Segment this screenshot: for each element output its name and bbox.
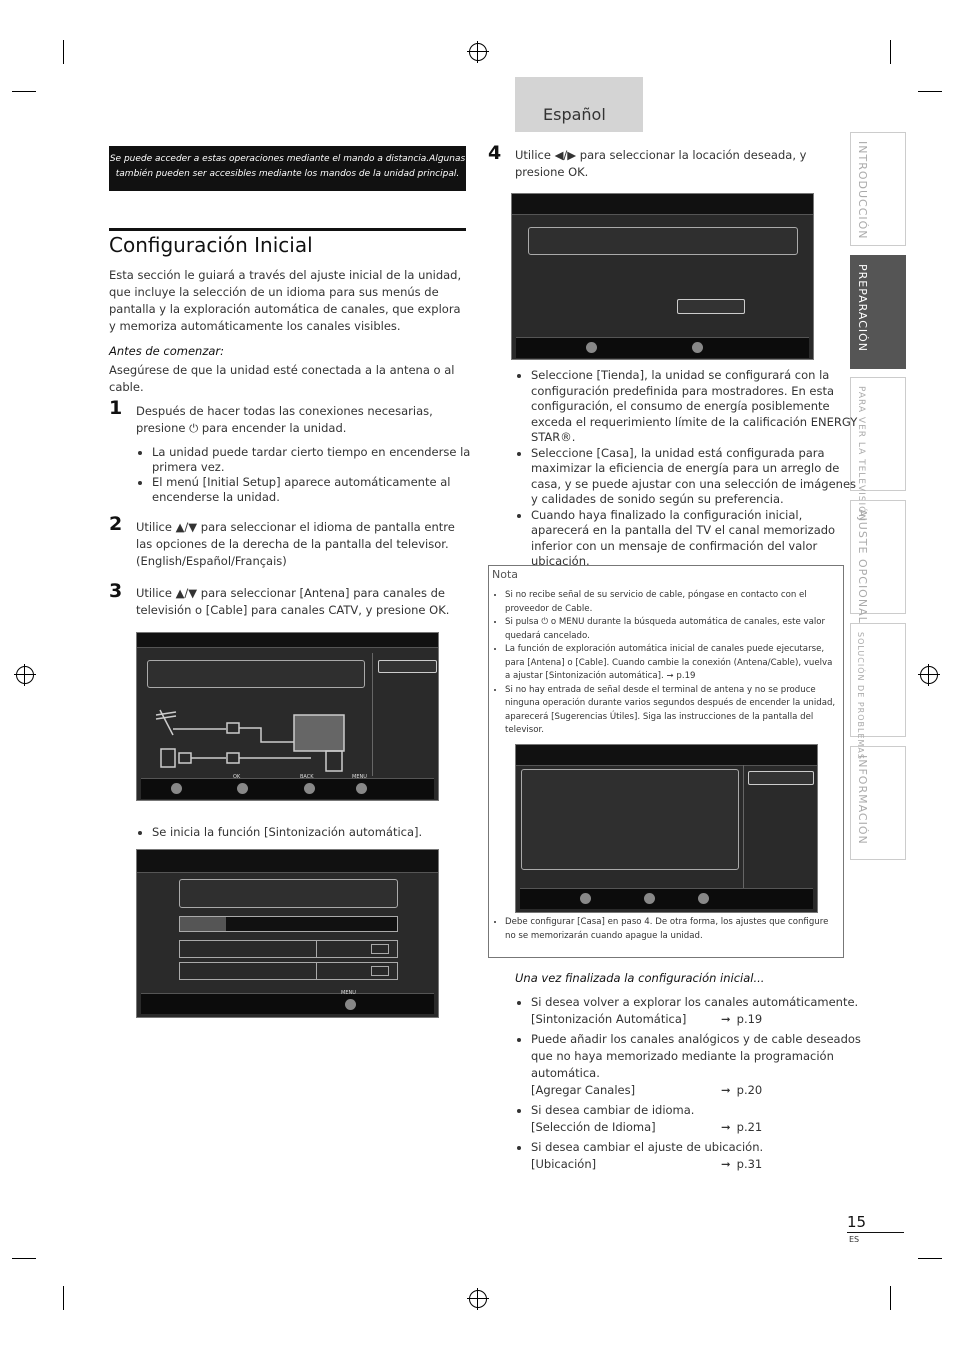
side-tab-label: AJUSTE OPCIONAL bbox=[856, 509, 869, 624]
screen-text-field bbox=[528, 227, 798, 255]
screen-footer-bar bbox=[141, 774, 434, 799]
ok-button-icon bbox=[692, 342, 703, 353]
note-item: • Si pulsa ⏻ o MENU durante la búsqueda automática de canales, este valor quedará cancelado. bbox=[505, 616, 839, 643]
side-tab-label: PREPARACIÓN bbox=[856, 264, 869, 353]
crop-mark bbox=[63, 40, 64, 64]
list-item: • El menú [Initial Setup] aparece automáticamente al encenderse la unidad. bbox=[152, 475, 482, 505]
tv-screen-location bbox=[511, 193, 814, 360]
side-tab-label: SOLUCIÓN DE PROBLEMAS bbox=[856, 632, 865, 760]
side-tab-label: INTRODUCCIÓN bbox=[856, 141, 869, 240]
intro-paragraph: Esta sección le guiará a través del ajuste inicial de la unidad, que incluye la selección de un idioma para sus menús de pantalla y la exploración automática de canales, que explora y memoriza automáticamente los canales visibles. bbox=[109, 268, 462, 333]
note-item: • La función de exploración automática inicial de canales puede ejecutarse, para [Antena] o [Cable]. Cuando cambie la conexión (Antena/Cable), vuelva a ajustar [Sintonización automática]. ➞ p.19 bbox=[505, 643, 839, 684]
screen-title-bar bbox=[512, 194, 813, 215]
registration-mark-icon bbox=[469, 1290, 487, 1308]
registration-mark-icon bbox=[469, 43, 487, 61]
list-item: • Cuando haya finalizado la configuración inicial, aparecerá en la pantalla del TV el canal memorizado inferior con un mensaje de confirmación del valor ubicación. bbox=[531, 508, 861, 570]
side-tab-preparacion[interactable] bbox=[850, 255, 906, 369]
antenna-cable-diagram bbox=[151, 707, 361, 777]
list-item: • Si desea cambiar de idioma. [Selección de Idioma]➞ p.21 bbox=[531, 1102, 866, 1136]
screen-divider bbox=[372, 653, 373, 776]
screen-option-box bbox=[378, 660, 437, 673]
crop-mark bbox=[918, 91, 942, 92]
registration-mark-icon bbox=[16, 666, 34, 684]
before-text: Asegúrese de que la unidad esté conectada a la antena o al cable. bbox=[109, 363, 455, 394]
screen-footer-bar bbox=[141, 990, 434, 1014]
heading-rule bbox=[109, 228, 466, 231]
screen-divider bbox=[743, 765, 744, 888]
page-title: Configuración Inicial bbox=[109, 233, 313, 257]
ok-button-icon: OK bbox=[237, 783, 248, 794]
crop-mark bbox=[890, 1286, 891, 1310]
step-number: 2 bbox=[109, 513, 123, 535]
crop-mark bbox=[918, 1258, 942, 1259]
registration-mark-icon bbox=[920, 666, 938, 684]
after-heading: Una vez finalizada la configuración inicial... bbox=[515, 971, 765, 985]
screen-title-bar bbox=[137, 850, 438, 873]
menu-button-icon: MENU bbox=[356, 783, 367, 794]
screen-text-field bbox=[521, 769, 739, 870]
side-tab-informacion[interactable] bbox=[850, 746, 906, 860]
list-item: • Seleccione [Tienda], la unidad se configurará con la configuración predefinida para mostradores. En esta configuración, el consumo de energía posiblemente exceda el requerimiento límite de la calificación ENERGY STAR®. bbox=[531, 368, 861, 446]
screen-footer-bar bbox=[516, 337, 809, 358]
list-item: • La unidad puede tardar cierto tiempo en encenderse la primera vez. bbox=[152, 445, 482, 475]
side-tab-solucion[interactable] bbox=[850, 623, 906, 760]
note-item: • Si no recibe señal de su servicio de cable, póngase en contacto con el proveedor de Cable. bbox=[505, 589, 839, 616]
step-number: 1 bbox=[109, 397, 123, 419]
dpad-icon bbox=[171, 783, 182, 794]
step-number: 4 bbox=[488, 142, 502, 164]
note-item: • Debe configurar [Casa] en paso 4. De otra forma, los ajustes que configure no se memorizarán cuando apague la unidad. bbox=[505, 916, 839, 943]
screen-text-field bbox=[147, 660, 365, 688]
menu-button-icon bbox=[698, 893, 709, 904]
step2-text: Utilice ▲/▼ para seleccionar el idioma de pantalla entre las opciones de la derecha de la pantalla del televisor. (English/Español/Français) bbox=[136, 520, 455, 568]
before-heading: Antes de comenzar: bbox=[109, 344, 225, 358]
back-button-icon: BACK bbox=[304, 783, 315, 794]
remote-note-text: Se puede acceder a estas operaciones mediante el mando a distancia.Algunas también pueden ser accesibles mediante los mandos de la unidad principal. bbox=[109, 154, 466, 179]
ok-button-icon bbox=[644, 893, 655, 904]
note-heading: Nota bbox=[492, 568, 519, 581]
screen-footer-bar bbox=[520, 888, 813, 909]
tv-screen-autoscan bbox=[136, 849, 439, 1018]
side-tab-label: INFORMACIÓN bbox=[856, 755, 869, 845]
screen-title-bar bbox=[516, 745, 817, 766]
page-lang: ES bbox=[849, 1235, 860, 1244]
crop-mark bbox=[12, 1258, 36, 1259]
screen-text-field bbox=[179, 879, 398, 908]
menu-button-icon: MENU bbox=[345, 999, 356, 1010]
dpad-icon bbox=[586, 342, 597, 353]
screen-option-box bbox=[748, 771, 814, 785]
list-item: • Si desea volver a explorar los canales automáticamente. [Sintonización Automática]➞ p.19 bbox=[531, 994, 866, 1028]
screen-option-box bbox=[677, 299, 745, 314]
step3-text: Utilice ▲/▼ para seleccionar [Antena] para canales de televisión o [Cable] para canales CATV, y presione OK. bbox=[136, 586, 450, 617]
note-item: • Si no hay entrada de señal desde el terminal de antena y no se produce ninguna operación durante varios segundos después de encender la unidad, aparecerá [Sugerencias Útiles]. Siga las instrucciones de la pantalla del televisor. bbox=[505, 684, 839, 738]
remote-note-box bbox=[109, 146, 466, 191]
crop-mark bbox=[890, 40, 891, 64]
side-tab-introduccion[interactable] bbox=[850, 132, 906, 246]
step-number: 3 bbox=[109, 580, 123, 602]
language-tab bbox=[515, 77, 643, 132]
screen-title-bar bbox=[137, 633, 438, 648]
channel-count-row bbox=[179, 940, 398, 958]
list-item: • Se inicia la función [Sintonización automática]. bbox=[152, 824, 482, 841]
list-item: • Seleccione [Casa], la unidad está configurada para maximizar la eficiencia de energía para un arreglo de casa, y se puede ajustar con una selección de imágenes y calidades de sonido según su preferencia. bbox=[531, 446, 861, 508]
channel-count-row bbox=[179, 962, 398, 980]
side-tab-label: PARA VER LA TELEVISIÓN bbox=[856, 386, 866, 522]
step4-text: Utilice ◀/▶ para seleccionar la locación deseada, y presione OK. bbox=[515, 148, 807, 179]
crop-mark bbox=[12, 91, 36, 92]
tv-screen-hints bbox=[515, 744, 818, 913]
list-item: • Si desea cambiar el ajuste de ubicación. [Ubicación]➞ p.31 bbox=[531, 1139, 866, 1173]
step1-text: Después de hacer todas las conexiones necesarias, presione ⏻ para encender la unidad. bbox=[136, 404, 433, 435]
language-label: Español bbox=[543, 105, 606, 124]
tv-screen-antenna bbox=[136, 632, 439, 801]
dpad-icon bbox=[580, 893, 591, 904]
scan-progress-bar bbox=[179, 916, 398, 932]
list-item: • Puede añadir los canales analógicos y de cable deseados que no haya memorizado mediante la programación automática. [Agregar Canales]➞ p.20 bbox=[531, 1031, 866, 1099]
page-number-rule bbox=[847, 1232, 904, 1233]
crop-mark bbox=[63, 1286, 64, 1310]
page-number: 15 bbox=[847, 1213, 867, 1231]
